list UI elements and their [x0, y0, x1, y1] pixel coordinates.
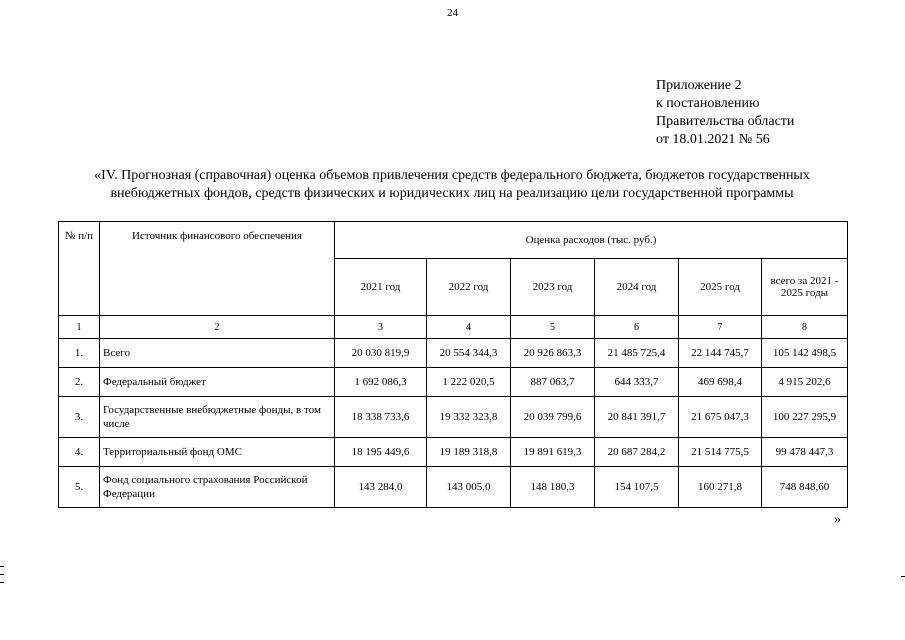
row-num: 4. [59, 438, 100, 467]
row-value: 148 180,3 [511, 467, 595, 508]
appendix-authority: Правительства области [656, 114, 795, 129]
header-year: 2025 год [679, 259, 762, 316]
appendix-title: Приложение 2 [656, 78, 742, 93]
row-value: 21 514 775,5 [679, 438, 762, 467]
row-value: 469 698,4 [679, 368, 762, 397]
header-total: всего за 2021 - 2025 годы [762, 259, 848, 316]
funding-table [58, 221, 848, 508]
row-value: 20 030 819,9 [335, 339, 427, 368]
scan-margin-mark [0, 566, 4, 567]
row-source: Территориальный фонд ОМС [100, 438, 335, 467]
row-value: 20 554 344,3 [427, 339, 511, 368]
scan-margin-mark [0, 574, 4, 575]
row-num: 1. [59, 339, 100, 368]
row-value: 20 039 799,6 [511, 397, 595, 438]
header-num: № п/п [59, 222, 100, 316]
row-value: 20 687 284,2 [595, 438, 679, 467]
row-value: 20 841 391,7 [595, 397, 679, 438]
row-value: 18 338 733,6 [335, 397, 427, 438]
appendix-date: от 18.01.2021 № 56 [656, 132, 770, 147]
row-value: 21 675 047,3 [679, 397, 762, 438]
column-number: 6 [595, 316, 679, 339]
column-number-row [59, 316, 848, 339]
scan-margin-mark [0, 582, 4, 583]
row-value: 19 189 318,8 [427, 438, 511, 467]
column-number: 7 [679, 316, 762, 339]
row-total: 4 915 202,6 [762, 368, 848, 397]
column-number: 5 [511, 316, 595, 339]
column-number: 4 [427, 316, 511, 339]
row-source: Фонд социального страхования Российской Федерации [100, 467, 335, 508]
row-total: 100 227 295,9 [762, 397, 848, 438]
header-year: 2022 год [427, 259, 511, 316]
row-value: 1 692 086,3 [335, 368, 427, 397]
row-value: 20 926 863,3 [511, 339, 595, 368]
row-value: 22 144 745,7 [679, 339, 762, 368]
table-row [59, 438, 848, 467]
header-source: Источник финансового обеспечения [100, 222, 335, 316]
column-number: 8 [762, 316, 848, 339]
section-heading [40, 167, 864, 203]
row-total: 99 478 447,3 [762, 438, 848, 467]
section-heading-line: «IV. Прогнозная (справочная) оценка объемов привлечения средств федерального бюджета, бюджетов государственных [94, 168, 810, 183]
row-value: 154 107,5 [595, 467, 679, 508]
table-header-row [59, 222, 848, 259]
row-source: Федеральный бюджет [100, 368, 335, 397]
row-value: 1 222 020,5 [427, 368, 511, 397]
column-number: 2 [100, 316, 335, 339]
appendix-reference: к постановлению [656, 96, 760, 111]
header-year: 2021 год [335, 259, 427, 316]
page-number: 24 [447, 7, 458, 19]
row-source: Всего [100, 339, 335, 368]
row-value: 19 332 323,8 [427, 397, 511, 438]
table-row [59, 467, 848, 508]
column-number: 3 [335, 316, 427, 339]
row-value: 18 195 449,6 [335, 438, 427, 467]
row-value: 143 284,0 [335, 467, 427, 508]
row-value: 21 485 725,4 [595, 339, 679, 368]
header-estimate: Оценка расходов (тыс. руб.) [335, 222, 848, 259]
row-value: 160 271,8 [679, 467, 762, 508]
appendix-block [656, 77, 794, 149]
row-total: 748 848,60 [762, 467, 848, 508]
table-row [59, 339, 848, 368]
scan-margin-mark [901, 576, 905, 577]
header-year: 2024 год [595, 259, 679, 316]
row-num: 3. [59, 397, 100, 438]
column-number: 1 [59, 316, 100, 339]
row-total: 105 142 498,5 [762, 339, 848, 368]
row-num: 5. [59, 467, 100, 508]
row-num: 2. [59, 368, 100, 397]
row-value: 19 891 619,3 [511, 438, 595, 467]
table-row [59, 397, 848, 438]
table-row [59, 368, 848, 397]
row-source: Государственные внебюджетные фонды, в том числе [100, 397, 335, 438]
row-value: 143 005,0 [427, 467, 511, 508]
row-value: 887 063,7 [511, 368, 595, 397]
closing-quote: » [834, 512, 841, 527]
row-value: 644 333,7 [595, 368, 679, 397]
section-heading-line: внебюджетных фондов, средств физических и юридических лиц на реализацию цели государственной программы [110, 186, 794, 201]
header-year: 2023 год [511, 259, 595, 316]
